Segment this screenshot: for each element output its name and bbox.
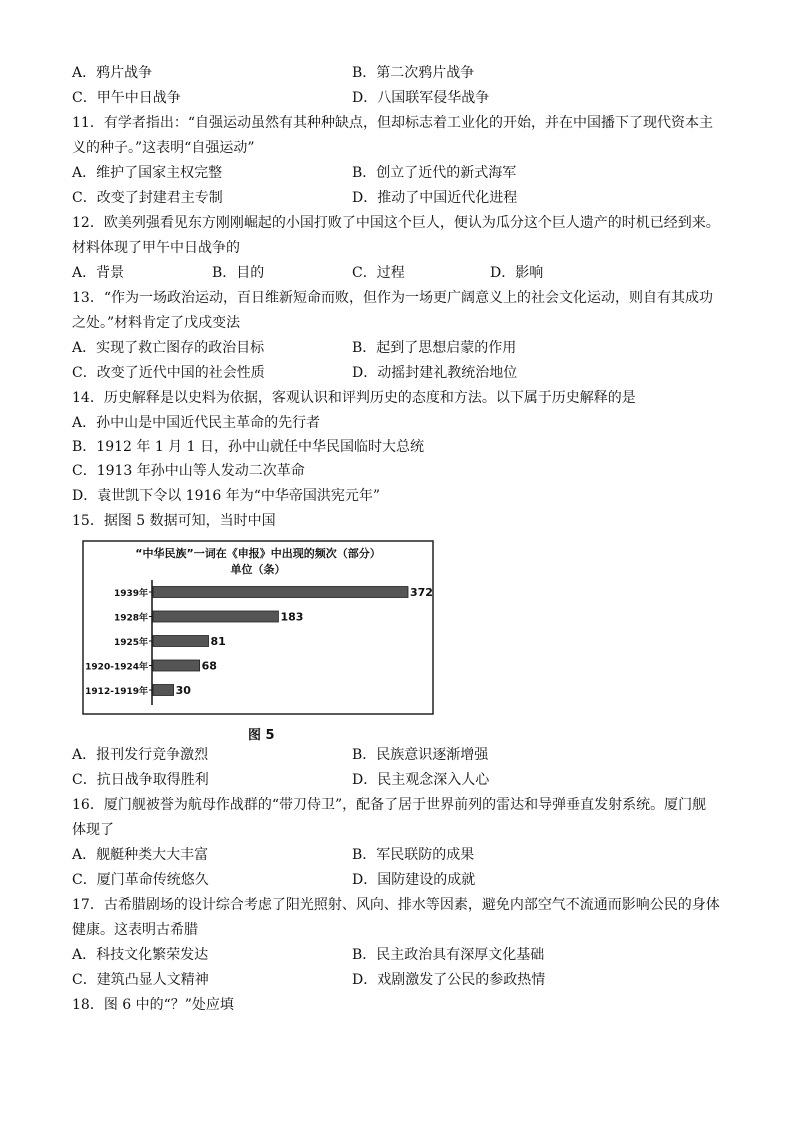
- q13-option-a: A．实现了救亡图存的政治目标: [72, 340, 265, 356]
- q13-stem-line-2: 之处。”材料肯定了戊戌变法: [72, 315, 241, 331]
- figure-caption: 图 5: [248, 728, 275, 743]
- bar-value-label: 372: [410, 586, 433, 599]
- q13-option-c: C．改变了近代中国的社会性质: [72, 365, 265, 381]
- q12-option-a: A．背景: [72, 265, 125, 281]
- q13-option-b: B．起到了思想启蒙的作用: [352, 340, 517, 356]
- q11-option-d: D．推动了中国近代化进程: [352, 190, 518, 206]
- q11-option-a: A．维护了国家主权完整: [72, 165, 223, 181]
- q17-option-c: C．建筑凸显人文精神: [72, 972, 209, 988]
- bar-value-label: 81: [210, 635, 226, 648]
- q10-option-d: D．八国联军侵华战争: [352, 90, 490, 106]
- q13-stem-line-1: 13．“作为一场政治运动，百日维新短命而败，但作为一场更广阔意义上的社会文化运动，则自有其成功: [72, 290, 713, 306]
- category-label: 1920-1924年: [85, 662, 148, 673]
- bar: [153, 660, 200, 671]
- q10-option-a: A．鸦片战争: [72, 65, 153, 81]
- bar: [153, 587, 408, 598]
- q17-option-b: B．民主政治具有深厚文化基础: [352, 947, 545, 963]
- category-label: 1925年: [113, 638, 148, 648]
- q11-stem-line-2: 义的种子。”这表明“自强运动”: [72, 140, 255, 156]
- q17-stem-line-2: 健康。这表明古希腊: [72, 922, 198, 938]
- bar: [153, 611, 278, 622]
- category-label: 1928年: [113, 613, 148, 624]
- q14-option-b: B．1912 年 1 月 1 日，孙中山就任中华民国临时大总统: [72, 439, 424, 455]
- q13-option-d: D．动摇封建礼教统治地位: [352, 365, 518, 381]
- chart-title: “中华民族”一词在《申报》中出现的频次（部分）: [135, 547, 381, 560]
- q14-option-a: A．孙中山是中国近代民主革命的先行者: [72, 415, 321, 431]
- q15-option-d: D．民主观念深入人心: [352, 772, 490, 788]
- q17-option-d: D．戏剧激发了公民的参政热情: [352, 972, 546, 988]
- q12-stem-line-1: 12．欧美列强看见东方刚刚崛起的小国打败了中国这个巨人，便认为瓜分这个巨人遗产的时机已经到来。: [72, 215, 720, 231]
- q11-option-c: C．改变了封建君主专制: [72, 190, 223, 206]
- q15-option-b: B．民族意识逐渐增强: [352, 747, 489, 763]
- figure-5-chart: [82, 540, 434, 715]
- bar-chart-svg: [82, 540, 434, 715]
- bar-value-label: 183: [280, 610, 304, 624]
- q10-option-b: B．第二次鸦片战争: [352, 65, 475, 81]
- q16-option-c: C．厦门革命传统悠久: [72, 872, 209, 888]
- q14-stem-line-1: 14．历史解释是以史料为依据，客观认识和评判历史的态度和方法。以下属于历史解释的是: [72, 390, 636, 406]
- q16-option-a: A．舰艇种类大大丰富: [72, 847, 209, 863]
- chart-subtitle: 单位（条）: [230, 563, 286, 576]
- q14-option-c: C．1913 年孙中山等人发动二次革命: [72, 463, 305, 479]
- q17-option-a: A．科技文化繁荣发达: [72, 947, 209, 963]
- q17-stem-line-1: 17．古希腊剧场的设计综合考虑了阳光照射、风向、排水等因素，避免内部空气不流通而影响公民的身体: [72, 897, 720, 913]
- q16-stem-line-1: 16．厦门舰被誉为航母作战群的“带刀侍卫”，配备了居于世界前列的雷达和导弹垂直发射系统。厦门舰: [72, 797, 707, 813]
- q16-option-d: D．国防建设的成就: [352, 872, 476, 888]
- q12-option-c: C．过程: [352, 265, 405, 281]
- q11-option-b: B．创立了近代的新式海军: [352, 165, 517, 181]
- q15-option-c: C．抗日战争取得胜利: [72, 772, 209, 788]
- q14-option-d: D．袁世凯下令以 1916 年为“中华帝国洪宪元年”: [72, 488, 381, 504]
- bar: [153, 685, 174, 696]
- q12-option-b: B．目的: [212, 265, 265, 281]
- q16-stem-line-2: 体现了: [72, 822, 114, 838]
- q15-stem-line-1: 15．据图 5 数据可知，当时中国: [72, 513, 276, 529]
- q16-option-b: B．军民联防的成果: [352, 847, 475, 863]
- q12-stem-line-2: 材料体现了甲午中日战争的: [72, 240, 240, 256]
- bar-value-label: 68: [201, 659, 217, 673]
- bar-value-label: 30: [175, 684, 191, 697]
- q12-option-d: D．影响: [490, 265, 544, 281]
- bar: [153, 636, 209, 647]
- q11-stem-line-1: 11．有学者指出：“自强运动虽然有其种种缺点，但却标志着工业化的开始，并在中国播下了现代资本主: [72, 115, 713, 131]
- q18-stem-line-1: 18．图 6 中的“？”处应填: [72, 997, 234, 1013]
- category-label: 1912-1919年: [85, 687, 148, 697]
- q15-option-a: A．报刊发行竞争激烈: [72, 747, 209, 763]
- category-label: 1939年: [113, 589, 148, 599]
- q10-option-c: C．甲午中日战争: [72, 90, 181, 106]
